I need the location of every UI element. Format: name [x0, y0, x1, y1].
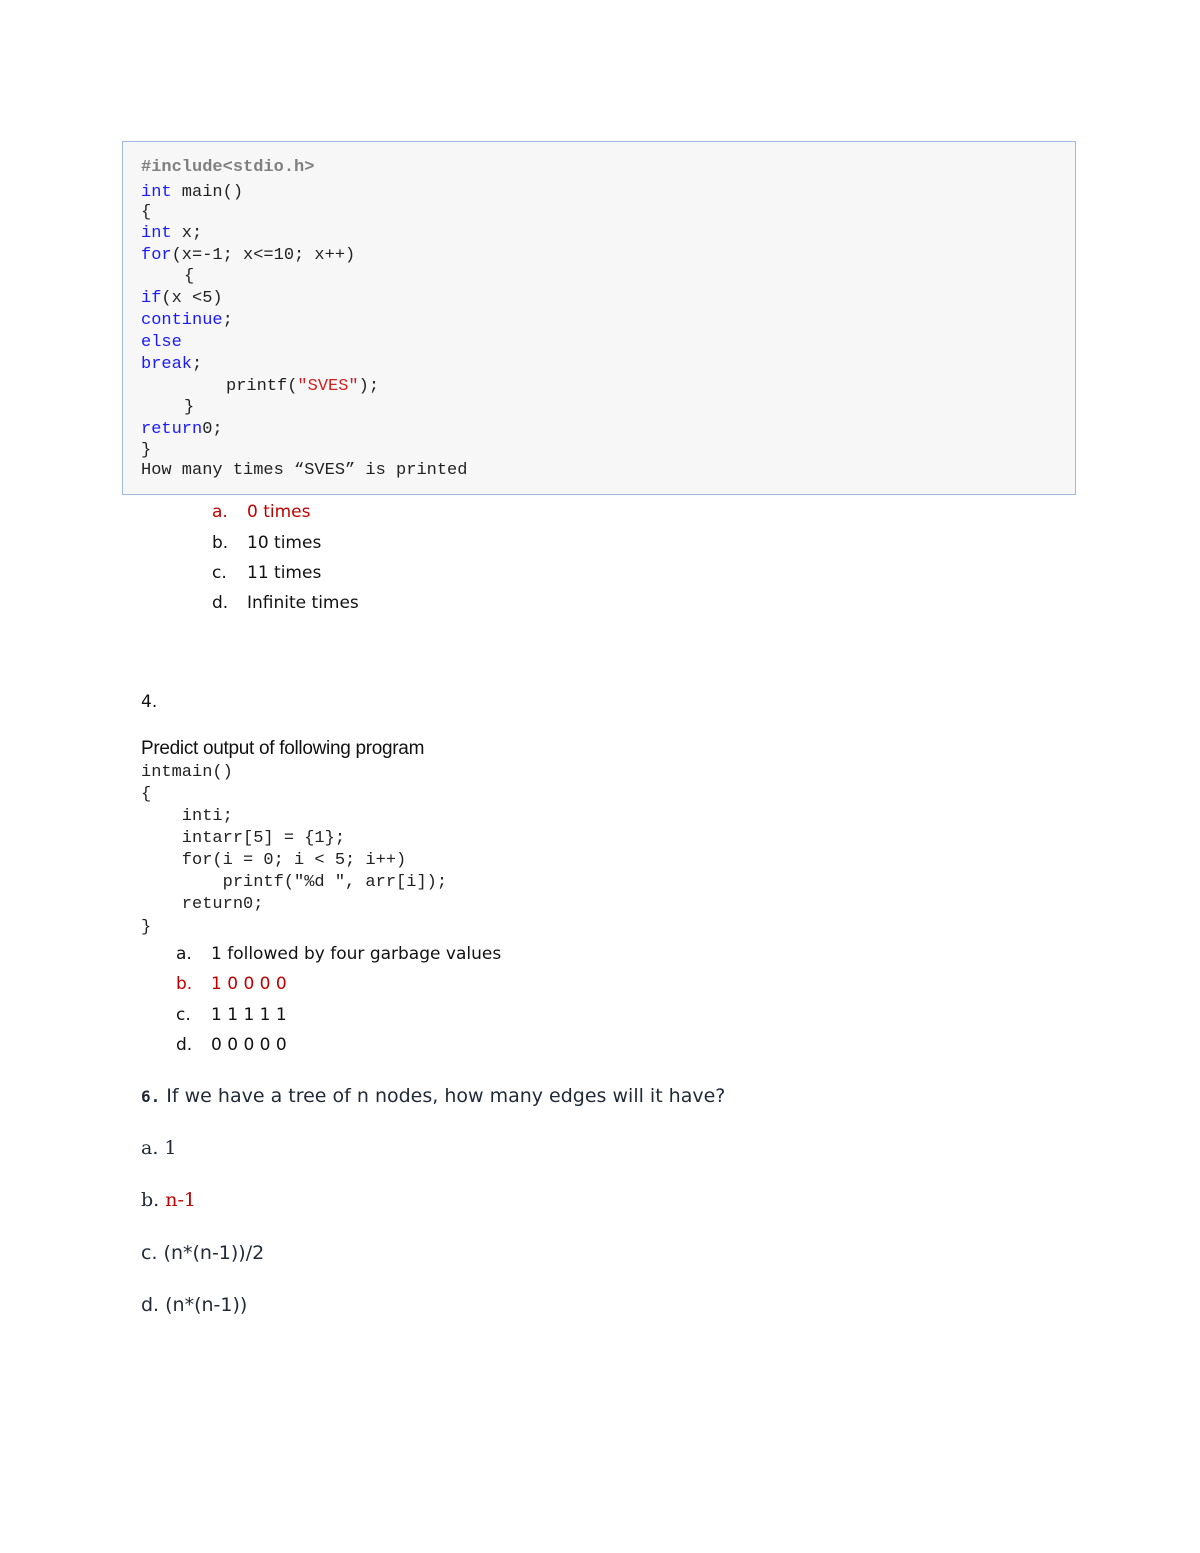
- q6-option-d-text: (n*(n-1)): [159, 1294, 248, 1316]
- q4-prompt: Predict output of following program: [141, 738, 425, 759]
- q4-option-d-text: 0 0 0 0 0: [211, 1035, 287, 1055]
- q4-code-line: printf("%d ", arr[i]);: [141, 873, 448, 892]
- q4-option-b-text: 1 0 0 0 0: [211, 974, 287, 994]
- return-value: 0;: [202, 420, 223, 439]
- if-condition: (x <5): [161, 289, 223, 308]
- q3-option-c-letter: c.: [212, 563, 227, 583]
- q4-code-line: {: [141, 785, 152, 804]
- q3-option-c-text: 11 times: [247, 563, 322, 583]
- q3-option-d-letter: d.: [212, 593, 229, 613]
- q6-option-c: [141, 1240, 264, 1266]
- q4-number: 4.: [141, 692, 158, 712]
- q4-code-line: return0;: [141, 895, 264, 914]
- q3-code-box: [122, 141, 1076, 495]
- q3-option-a-text: 0 times: [247, 502, 311, 522]
- q6-option-a-text: 1: [158, 1137, 177, 1159]
- q3-code-line-brace-close: [141, 441, 151, 461]
- q3-option-d-text: Infinite times: [247, 593, 359, 613]
- q6-option-a-letter: a.: [141, 1137, 159, 1159]
- q6-question: [141, 1083, 725, 1110]
- keyword-else: else: [141, 333, 182, 352]
- printf-call: printf(: [226, 377, 298, 396]
- include-directive: #include<stdio.h>: [141, 158, 315, 177]
- q3-code-line-printf: [226, 377, 379, 397]
- q4-option-a-letter: a.: [176, 944, 192, 964]
- q6-option-b-letter: b.: [141, 1189, 160, 1211]
- q4-option-d-letter: d.: [176, 1035, 193, 1055]
- q3-code-line-int-x: [141, 224, 202, 244]
- q6-number: 6.: [141, 1087, 161, 1106]
- q3-code-line-for: [141, 246, 355, 266]
- question-line: How many times “SVES” is printed: [141, 461, 468, 480]
- q4-code-line: }: [141, 918, 152, 937]
- q6-option-d: [141, 1292, 247, 1318]
- q3-code-line-if: [141, 289, 223, 309]
- keyword-continue: continue: [141, 311, 223, 330]
- main-signature: main(): [171, 183, 244, 202]
- q6-option-b: [141, 1187, 196, 1213]
- q3-code-line-inner-close: [184, 398, 194, 418]
- brace-close: }: [141, 441, 152, 460]
- q4-code-line: inti;: [141, 807, 233, 826]
- q3-code-line-include: [141, 158, 314, 178]
- for-header: (x=-1; x<=10; x++): [171, 246, 356, 265]
- keyword-break: break: [141, 355, 193, 374]
- q4-option-c-letter: c.: [176, 1005, 191, 1025]
- q6-option-a: [141, 1135, 177, 1161]
- q6-option-c-letter: c.: [141, 1242, 158, 1264]
- brace-close: }: [184, 398, 195, 417]
- string-literal: "SVES": [297, 377, 359, 396]
- keyword-int: int: [141, 224, 172, 243]
- keyword-return: return: [141, 420, 203, 439]
- q6-option-b-text: n-1: [159, 1189, 196, 1211]
- q3-option-b-text: 10 times: [247, 533, 322, 553]
- q3-code-line-else: [141, 333, 182, 353]
- semicolon: ;: [192, 355, 203, 374]
- q4-code-line: intmain(): [141, 763, 233, 782]
- q3-code-line-main: [141, 183, 243, 203]
- q6-question-text: If we have a tree of n nodes, how many edges will it have?: [160, 1085, 726, 1107]
- q3-question-text: [141, 461, 467, 481]
- keyword-if: if: [141, 289, 162, 308]
- brace-open: {: [184, 267, 195, 286]
- q3-option-a-letter: a.: [212, 502, 228, 522]
- printf-end: );: [358, 377, 380, 396]
- q6-option-d-letter: d.: [141, 1294, 160, 1316]
- keyword-int: int: [141, 183, 172, 202]
- q4-option-c-text: 1 1 1 1 1: [211, 1005, 287, 1025]
- var-decl: x;: [171, 224, 203, 243]
- q3-option-b-letter: b.: [212, 533, 229, 553]
- q3-code-line-inner-open: [184, 267, 194, 287]
- q3-code-line-break: [141, 355, 202, 375]
- q4-code-line: intarr[5] = {1};: [141, 829, 346, 848]
- semicolon: ;: [222, 311, 233, 330]
- keyword-for: for: [141, 246, 172, 265]
- brace-open: {: [141, 203, 152, 222]
- q6-option-c-text: (n*(n-1))/2: [157, 1242, 265, 1264]
- q4-option-b-letter: b.: [176, 974, 193, 994]
- q3-code-line-continue: [141, 311, 233, 331]
- q4-code-line: for(i = 0; i < 5; i++): [141, 851, 407, 870]
- q4-option-a-text: 1 followed by four garbage values: [211, 944, 502, 964]
- q3-code-line-brace-open: [141, 203, 151, 223]
- q3-code-line-return: [141, 420, 223, 440]
